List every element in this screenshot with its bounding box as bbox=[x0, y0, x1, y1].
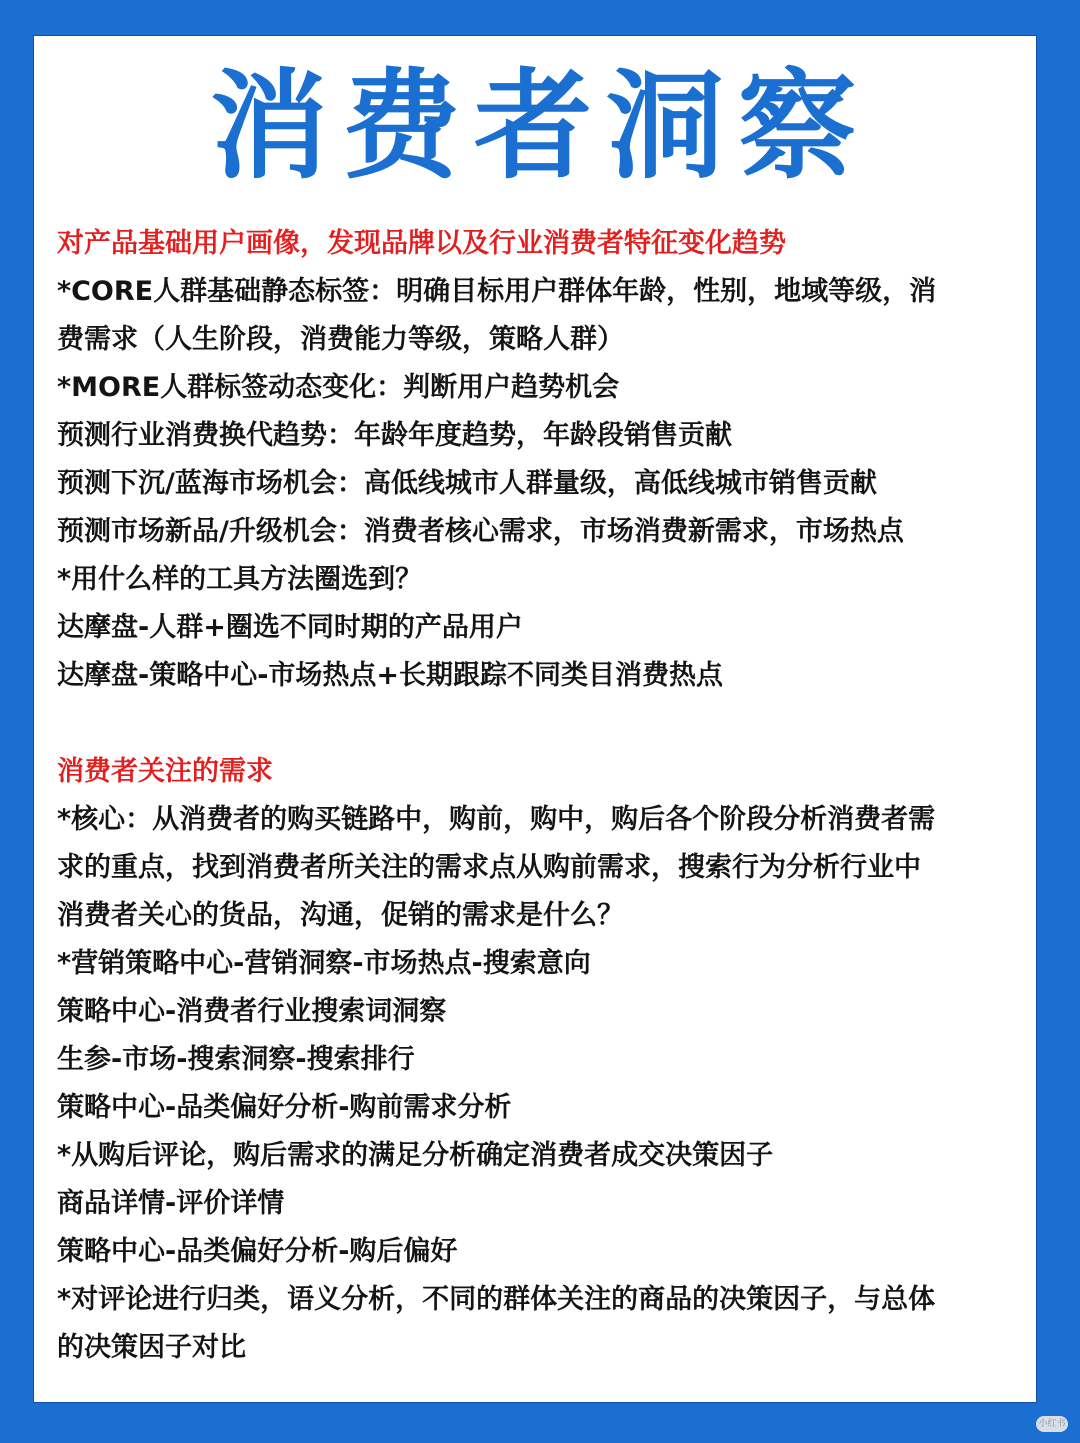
section1-line: 预测下沉/蓝海市场机会：高低线城市人群量级，高低线城市销售贡献 bbox=[57, 468, 877, 499]
section2-line: *营销策略中心-营销洞察-市场热点-搜索意向 bbox=[57, 948, 591, 979]
section1-line: *用什么样的工具方法圈选到？ bbox=[57, 564, 423, 595]
section2-line: 的决策因子对比 bbox=[57, 1332, 246, 1363]
section1-line: *CORE人群基础静态标签：明确目标用户群体年龄，性别，地域等级，消 bbox=[57, 276, 937, 307]
section-spacer bbox=[57, 700, 1027, 748]
section1-heading: 对产品基础用户画像，发现品牌以及行业消费者特征变化趋势 bbox=[57, 228, 786, 259]
section2-line: 策略中心-品类偏好分析-购前需求分析 bbox=[57, 1092, 512, 1123]
section2-line: 生参-市场-搜索洞察-搜索排行 bbox=[57, 1044, 415, 1075]
section1-line: 费需求（人生阶段，消费能力等级，策略人群） bbox=[57, 324, 624, 355]
article-body bbox=[57, 220, 1027, 1372]
section1-line: *MORE人群标签动态变化：判断用户趋势机会 bbox=[57, 372, 620, 403]
section2-line: 消费者关心的货品，沟通，促销的需求是什么？ bbox=[57, 900, 624, 931]
section1-line: 预测市场新品/升级机会：消费者核心需求，市场消费新需求，市场热点 bbox=[57, 516, 904, 547]
section1-line: 预测行业消费换代趋势：年龄年度趋势，年龄段销售贡献 bbox=[57, 420, 732, 451]
section1-line: 达摩盘-人群+圈选不同时期的产品用户 bbox=[57, 612, 523, 643]
watermark-logo: 小红书 bbox=[1036, 1416, 1068, 1432]
section2-line: *从购后评论，购后需求的满足分析确定消费者成交决策因子 bbox=[57, 1140, 774, 1171]
section2-line: *对评论进行归类，语义分析，不同的群体关注的商品的决策因子，与总体 bbox=[57, 1284, 936, 1315]
page-title: 消费者洞察 bbox=[209, 57, 870, 195]
section2-line: *核心：从消费者的购买链路中，购前，购中，购后各个阶段分析消费者需 bbox=[57, 804, 936, 835]
section2-line: 商品详情-评价详情 bbox=[57, 1188, 285, 1219]
section1-line: 达摩盘-策略中心-市场热点+长期跟踪不同类目消费热点 bbox=[57, 660, 724, 691]
section2-line: 策略中心-品类偏好分析-购后偏好 bbox=[57, 1236, 458, 1267]
section2-line: 策略中心-消费者行业搜索词洞察 bbox=[57, 996, 447, 1027]
section2-line: 求的重点，找到消费者所关注的需求点从购前需求，搜索行为分析行业中 bbox=[57, 852, 921, 883]
section2-heading: 消费者关注的需求 bbox=[57, 756, 273, 787]
